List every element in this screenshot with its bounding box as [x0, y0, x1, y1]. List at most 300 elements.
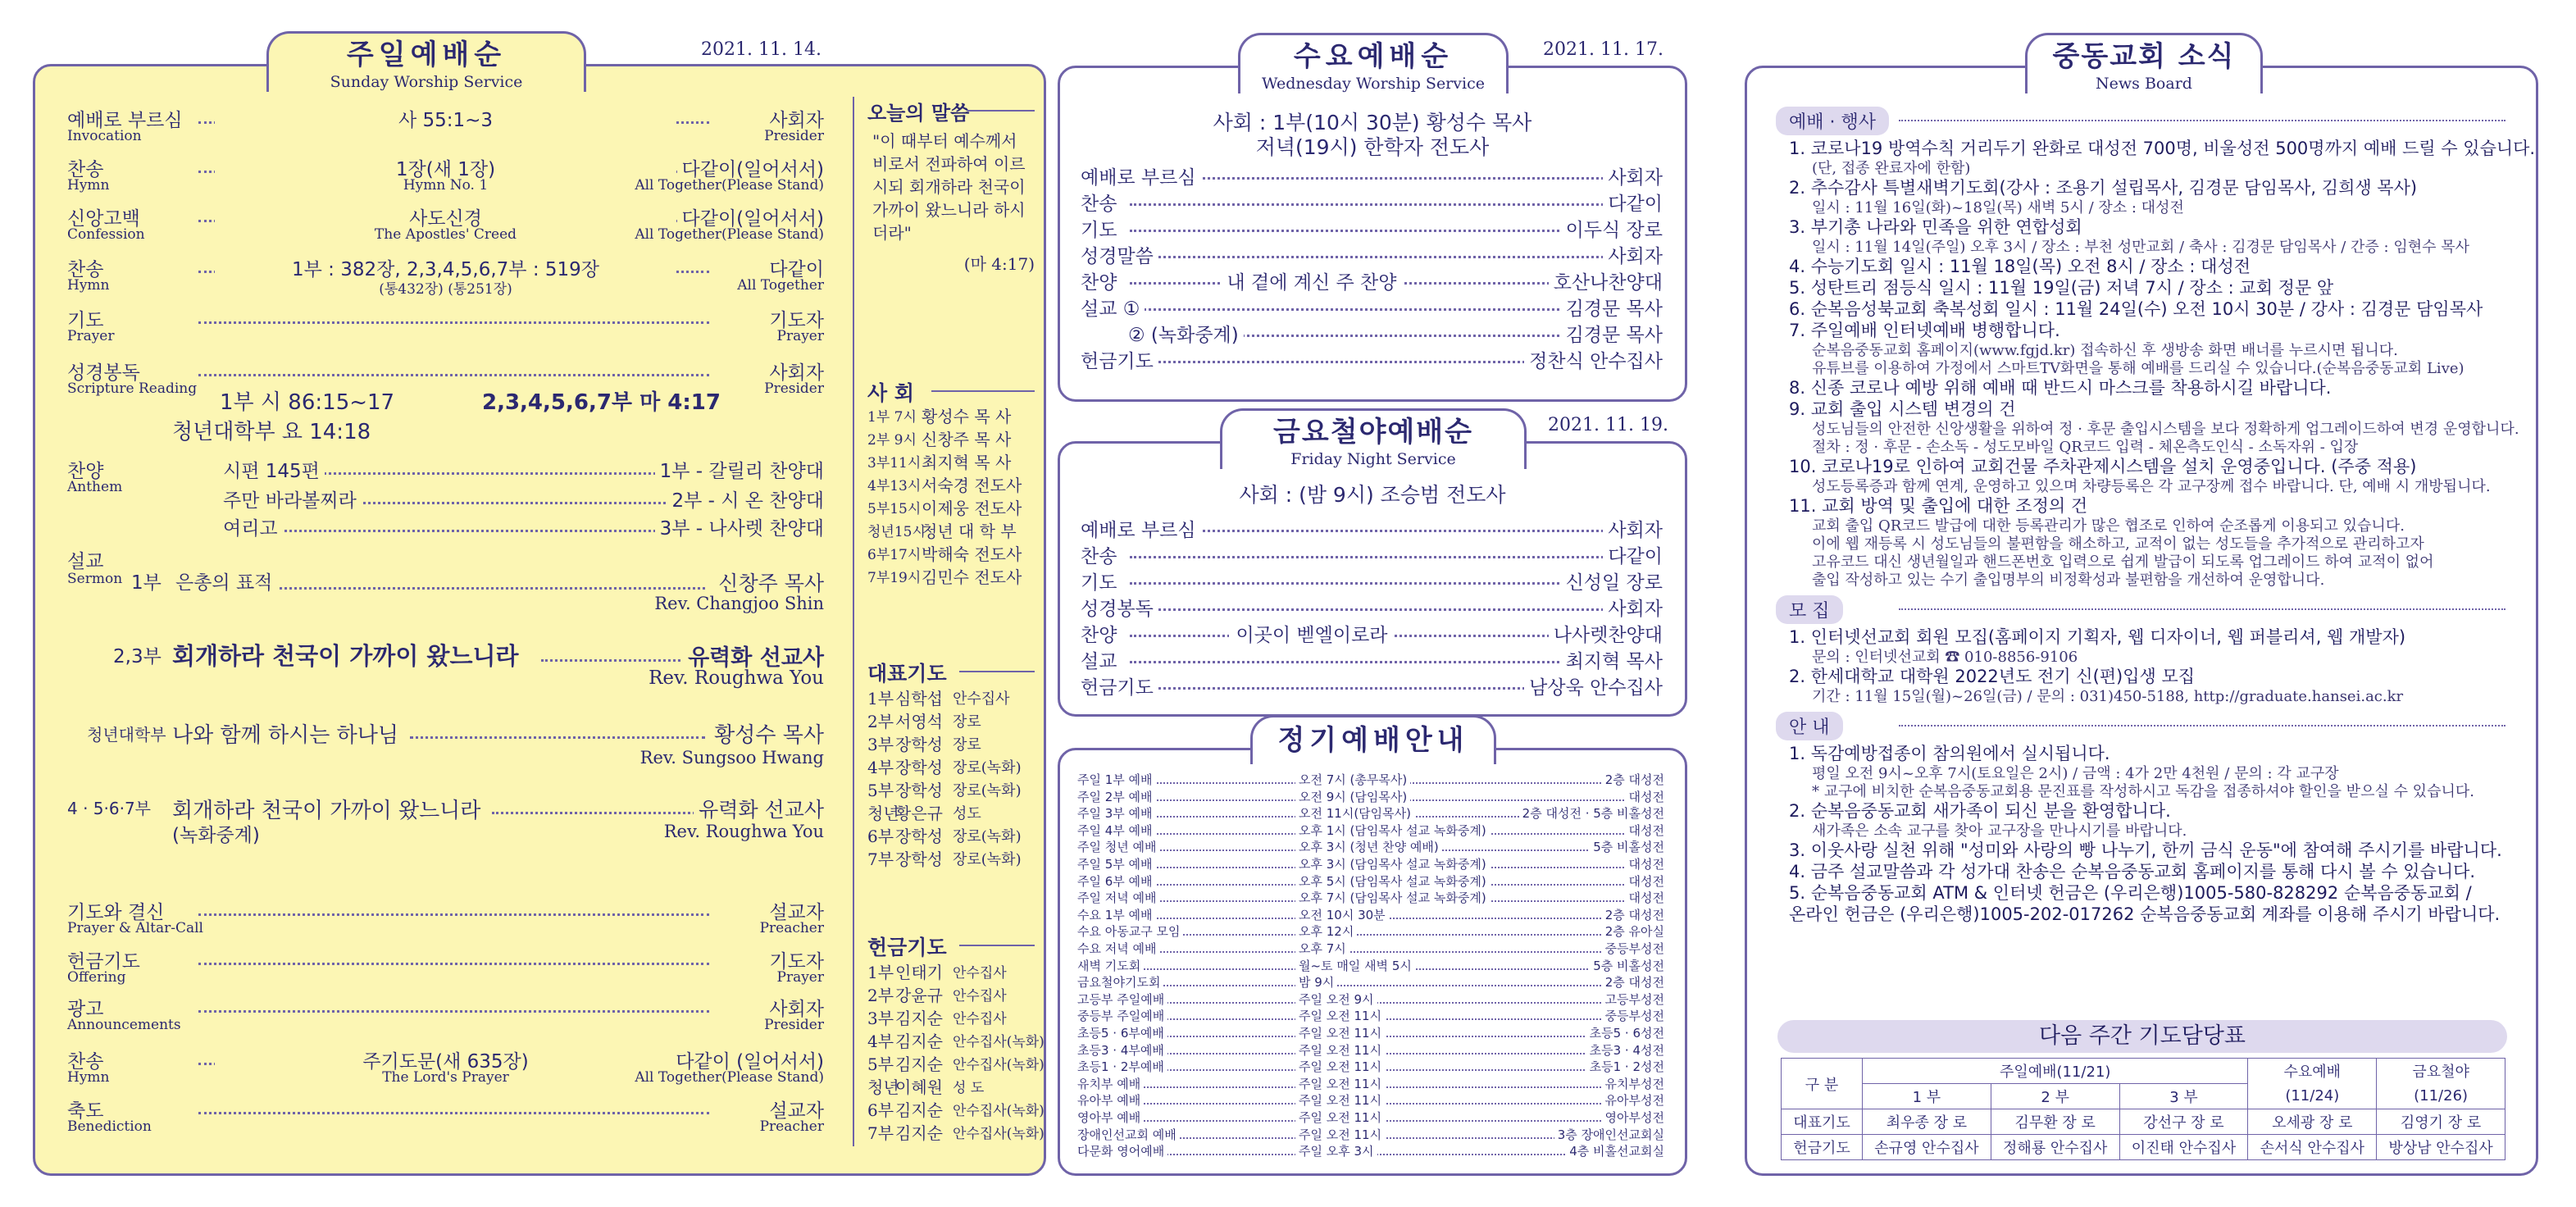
service-label: 성경말씀: [1081, 241, 1158, 268]
prayer-role: 장로(녹화): [953, 851, 1022, 868]
prayer-role: 성도: [953, 805, 981, 822]
schedule-name: 고등부 주일예배: [1077, 991, 1167, 1008]
friday-date: 2021. 11. 19.: [1548, 415, 1668, 435]
schedule-name: 주일 저녁 예배: [1077, 889, 1159, 906]
news-item-detail: 문의 : 인터넷선교회 ☎ 010-8856-9106: [1812, 649, 2078, 666]
schedule-place: 2층 대성전 · 5층 비홀성전: [1519, 804, 1664, 822]
order-item-english: Benediction: [67, 1118, 152, 1135]
order-item-content-english: The Apostles' Creed: [374, 226, 517, 243]
duty-r2-c1: 손규영 안수집사: [1863, 1135, 1991, 1160]
schedule-time: 주일 오전 11시: [1295, 1058, 1385, 1075]
schedule-name: 주일 2부 예배: [1077, 788, 1156, 805]
order-dots: [198, 321, 709, 324]
schedule-name: 중등부 주일예배: [1077, 1007, 1167, 1024]
sermon-label: 설교: [67, 551, 104, 572]
order-dots: [198, 963, 709, 965]
offering-role: 성 도: [953, 1080, 985, 1096]
news-subtitle: News Board: [2096, 75, 2192, 93]
duty-r2-c4: 손서식 안수집사: [2248, 1135, 2377, 1160]
sermon2-dots: [541, 659, 705, 662]
offering-title: 헌금기도: [867, 936, 947, 959]
offering-part: 5부: [867, 1054, 894, 1074]
prayer-name: 장학성: [895, 735, 943, 754]
news-item-headline: 3. 부기총 나라와 민족을 위한 연합성회: [1789, 217, 2082, 237]
offering-name: 김지순: [895, 1123, 943, 1143]
schedule-place: 대성전: [1626, 889, 1664, 906]
news-item-headline: 4. 금주 설교말씀과 각 성가대 찬송은 순복음중동교회 홈페이지를 통해 다시 볼 수 있습니다.: [1789, 862, 2476, 881]
order-item-role: 사회자: [764, 105, 824, 132]
service-role: 김경문 목사: [1561, 294, 1663, 321]
schedule-place: 3층 장애인선교회실: [1554, 1126, 1664, 1143]
todays-word-line: "이 때부터 예수께서: [872, 131, 1017, 151]
schedule-place: 2층 대성전: [1602, 906, 1664, 923]
news-item-headline: 2. 추수감사 특별새벽기도회(강사 : 조용기 설립목사, 김경문 담임목사, 김희생 목사): [1789, 178, 2418, 198]
duty-r2-c2: 정해룡 안수집사: [1991, 1135, 2119, 1160]
schedule-name: 장애인선교회 예배: [1077, 1126, 1180, 1143]
order-item-english: Confession: [67, 226, 145, 243]
schedule-name: 주일 3부 예배: [1077, 804, 1156, 822]
schedule-place: 중등부성전: [1602, 940, 1664, 957]
reading-1: 1부 시 86:15~17: [220, 390, 395, 415]
sermon-part: 1부: [131, 572, 162, 594]
service-dots: [1130, 661, 1613, 663]
service-role: 최지혁 목사: [1561, 646, 1663, 673]
order-item-label: 찬송: [67, 259, 104, 280]
sunday-title-tab: [266, 31, 586, 92]
service-content-wrap: [1148, 267, 1476, 294]
wednesday-title-tab: [1238, 33, 1509, 93]
duty-r1-c5: 김영기 장 로: [2377, 1109, 2505, 1135]
schedule-time: 밤 9시: [1295, 973, 1337, 991]
service-dots: [1130, 608, 1613, 611]
offering-name: 강윤규: [895, 986, 943, 1005]
schedule-place: 5층 비홀성전: [1590, 957, 1664, 974]
schedule-name: 주일 1부 예배: [1077, 771, 1156, 788]
todays-word-line: 더라": [872, 223, 912, 243]
order-item-role-english: All Together(Please Stand): [635, 226, 824, 243]
offering-part: 6부: [867, 1100, 894, 1120]
order-item-content: 사 55:1~3: [215, 105, 676, 132]
schedule-place: 대성전: [1626, 872, 1664, 890]
schedule-place: 2층 유아실: [1602, 922, 1664, 940]
news-section-rule: [1899, 608, 2505, 610]
news-item-headline: 1. 코로나19 방역수칙 거리두기 완화로 대성전 700명, 비울성전 500명까지 예배 드릴 수 있습니다.: [1789, 139, 2536, 158]
schedule-name: 주일 4부 예배: [1077, 822, 1156, 839]
schedule-name: 새벽 기도회: [1077, 957, 1144, 974]
order-item-english: Scripture Reading: [67, 380, 198, 397]
sermon-dots: [246, 587, 705, 590]
duty-r1-c2: 김무환 장 로: [1991, 1109, 2119, 1135]
duty-r2-c3: 이진태 안수집사: [2119, 1135, 2248, 1160]
order-item-content-english: (통432장) (통251장): [379, 281, 512, 298]
sunday-date: 2021. 11. 14.: [701, 39, 821, 60]
news-section-label: 안 내: [1776, 712, 1843, 740]
duty-part-3: 3 부: [2119, 1084, 2248, 1109]
prayer-name: 장학성: [895, 781, 943, 800]
host-time: 5부15시: [867, 501, 922, 517]
service-content-text: 내 곁에 계신 주 찬양: [1221, 272, 1404, 294]
news-item-headline: 온라인 헌금은 (우리은행)1005-202-017262 순복음중동교회 계좌를 이용해 주시기 바랍니다.: [1789, 904, 2501, 924]
service-role: 나사렛찬양대: [1549, 620, 1663, 647]
service-label: 예배로 부르심: [1081, 515, 1201, 542]
prayer-name: 장학성: [895, 849, 943, 869]
order-item-label: 찬송: [67, 159, 104, 180]
prayer-rule: [959, 671, 1035, 672]
offering-role: 안수집사(녹화): [953, 1034, 1045, 1050]
sermon3-preacher-english: Rev. Sungsoo Hwang: [639, 748, 824, 767]
service-dots: [1130, 203, 1613, 206]
news-item-detail: 교회 출입 QR코드 발급에 대한 등록관리가 많은 협조로 인하여 순조롭게 이용되고 있습니다.: [1812, 517, 2405, 535]
sermon4-preacher-english: Rev. Roughwa You: [663, 822, 824, 841]
duty-wed-header: 수요예배: [2248, 1059, 2377, 1084]
service-dots: [1130, 530, 1613, 532]
host-name: 청년 대 학 부: [922, 522, 1017, 541]
schedule-place: 초등5 · 6성전: [1586, 1024, 1664, 1041]
schedule-name: 주일 6부 예배: [1077, 872, 1156, 890]
prayer-name: 장학성: [895, 827, 943, 846]
schedule-name: 유아부 예배: [1077, 1091, 1144, 1109]
duty-part-1: 1 부: [1863, 1084, 1991, 1109]
order-dots: [198, 913, 709, 916]
schedule-name: 수요 아동교구 모임: [1077, 922, 1183, 940]
sunday-subtitle: Sunday Worship Service: [330, 73, 523, 91]
host-name: 이제웅 전도사: [922, 499, 1022, 518]
offering-rule: [959, 945, 1035, 946]
order-item-label: 신앙고백: [67, 208, 140, 230]
sermon4-dots: [492, 812, 705, 814]
order-item-role: 기도자: [764, 946, 824, 973]
offering-role: 안수집사(녹화): [953, 1126, 1045, 1142]
order-item-role: 다같이 (일어서서): [671, 1046, 824, 1073]
order-dots: [198, 374, 709, 376]
order-item-role-english: Presider: [764, 128, 824, 144]
order-item-role: 기도자: [764, 305, 824, 332]
order-item-role-english: Prayer: [776, 328, 824, 344]
service-content-wrap: [1148, 620, 1476, 647]
schedule-time: 오전 9시 (담임목사): [1295, 788, 1410, 805]
order-item-role: 설교자: [764, 1095, 824, 1123]
todays-word-line: 시되 회개하라 천국이: [872, 177, 1026, 197]
todays-word-line: 비로서 전파하여 이르: [872, 154, 1026, 174]
prayer-name: 심학섭: [895, 689, 943, 708]
news-item-detail: 절차 : 정 · 후문 - 손소독 - 성도모바일 QR코드 입력 - 체온측도인식 - 소독자위 - 입장: [1812, 439, 2359, 456]
offering-part: 7부: [867, 1123, 894, 1143]
schedule-place: 5층 비홀성전: [1590, 838, 1664, 855]
schedule-name: 초등1 · 2부예배: [1077, 1058, 1167, 1075]
reading-2: 2,3,4,5,6,7부 마 4:17: [482, 390, 721, 415]
offering-role: 안수집사: [953, 965, 1007, 982]
schedule-place: 대성전: [1626, 855, 1664, 872]
sermon2-part: 2,3부: [113, 646, 162, 667]
host-time: 4부13시: [867, 478, 922, 494]
schedule-time: 주일 오전 11시: [1295, 1091, 1385, 1109]
schedule-place: 유치부성전: [1602, 1075, 1664, 1092]
sermon2-title: 회개하라 천국이 가까이 왔느니라: [172, 638, 524, 672]
order-item-content: 1부 : 382장, 2,3,4,5,6,7부 : 519장: [215, 254, 676, 281]
order-item-role-english: All Together(Please Stand): [635, 1069, 824, 1086]
schedule-name: 수요 1부 예배: [1077, 906, 1156, 923]
order-item-content-english: Hymn No. 1: [403, 177, 489, 194]
service-dots: [1130, 256, 1613, 258]
news-item-headline: 11. 교회 방역 및 출입에 대한 조정의 건: [1789, 496, 2088, 516]
friday-host: 사회 : (밤 9시) 조승범 전도사: [1239, 483, 1506, 507]
prayer-title: 대표기도: [867, 662, 947, 685]
order-item-role-english: Presider: [764, 1017, 824, 1033]
offering-role: 안수집사: [953, 988, 1007, 1004]
schedule-place: 유아부성전: [1602, 1091, 1664, 1109]
order-item-role-english: All Together(Please Stand): [635, 177, 824, 194]
duty-title-bar: [1777, 1020, 2507, 1053]
order-item-content: 사도신경: [215, 203, 676, 230]
order-item-label: 헌금기도: [67, 951, 140, 972]
prayer-part: 청년: [867, 804, 899, 823]
schedule-place: 2층 대성전: [1602, 973, 1664, 991]
order-item-label: 성경봉독: [67, 362, 140, 384]
sermon3-title: 나와 함께 하시는 하나님: [172, 718, 403, 749]
order-item-english: Hymn: [67, 177, 110, 194]
anthem-label: 찬양: [67, 461, 104, 482]
order-item-content: 주기도문(새 635장): [215, 1046, 676, 1073]
news-section-label: 모 집: [1776, 595, 1843, 624]
prayer-name: 황은규: [895, 804, 943, 823]
offering-name: 인태기: [895, 963, 943, 982]
service-role: 호산나찬양대: [1549, 267, 1663, 294]
todays-word-title: 오늘의 말씀: [867, 102, 970, 125]
anthem-song: 여리고: [223, 513, 283, 540]
news-item-headline: 8. 신종 코로나 예방 위해 예배 때 반드시 마스크를 착용하시길 바랍니다.: [1789, 378, 2332, 398]
order-item-label: 찬송: [67, 1051, 104, 1073]
order-item-role: 설교자: [764, 897, 824, 924]
host-time: 7부19시: [867, 570, 922, 586]
news-section-rule: [1899, 120, 2505, 121]
sidebar-divider: [853, 97, 854, 1146]
schedule-place: 중등부성전: [1602, 1007, 1664, 1024]
service-role: 남상욱 안수집사: [1524, 672, 1663, 699]
service-role: 정찬식 안수집사: [1524, 346, 1663, 373]
news-item-headline: 10. 코로나19로 인하여 교회건물 주차관제시스템을 설치 운영중입니다. (주중 적용): [1789, 457, 2417, 476]
sermon-english: Sermon: [67, 571, 123, 587]
host-time: 청년15시: [867, 524, 926, 540]
schedule-time: 오전 10시 30분: [1295, 906, 1389, 923]
duty-r1-c4: 오세광 장 로: [2248, 1109, 2377, 1135]
order-item-role-english: All Together: [737, 277, 824, 294]
news-item-detail: 성도등록증과 함께 연계, 운영하고 있으며 차량등록은 각 교구장께 접수 바랍니다. 단, 예배 시 개방됩니다.: [1812, 478, 2491, 495]
service-role: 사회자: [1603, 515, 1663, 542]
schedule-time: 오전 11시(담임목사): [1295, 804, 1414, 822]
prayer-part: 1부: [867, 689, 894, 708]
todays-word-rule: [967, 110, 1035, 112]
offering-name: 김지순: [895, 1032, 943, 1051]
regular-title-tab: [1250, 715, 1496, 764]
news-item-detail: 순복음중동교회 홈페이지(www.fgjd.kr) 접속하신 후 생방송 화면 배너를 누르시면 됩니다.: [1812, 342, 2398, 359]
offering-part: 청년: [867, 1077, 899, 1097]
duty-title: 다음 주간 기도담당표: [2039, 1023, 2246, 1049]
prayer-part: 2부: [867, 712, 894, 731]
order-dots: [198, 1010, 709, 1013]
news-section-rule: [1899, 725, 2505, 726]
news-item-headline: 3. 이웃사랑 실천 위해 "성미와 사랑의 빵 나누기, 한끼 금식 운동"에 참여해 주시기를 바랍니다.: [1789, 840, 2502, 860]
prayer-part: 4부: [867, 758, 894, 777]
schedule-place: 대성전: [1626, 788, 1664, 805]
order-item-english: Hymn: [67, 277, 110, 294]
order-item-role: 다같이(일어서서): [677, 154, 824, 181]
service-role: 다같이: [1603, 189, 1663, 216]
service-role: 이두식 장로: [1561, 215, 1663, 242]
order-item-role-english: Presider: [764, 380, 824, 397]
reading-3: 청년대학부 요 14:18: [172, 420, 371, 444]
schedule-place: 고등부성전: [1602, 991, 1664, 1008]
order-item-english: Prayer & Altar-Call: [67, 920, 203, 936]
news-section-header: [1776, 712, 2505, 740]
offering-name: 김지순: [895, 1009, 943, 1028]
service-role: 사회자: [1603, 594, 1663, 621]
news-item-headline: 5. 순복음중동교회 ATM & 인터넷 헌금은 (우리은행)1005-580-828292 순복음중동교회 /: [1789, 883, 2472, 903]
news-item-headline: 5. 성탄트리 점등식 일시 : 11월 19일(금) 저녁 7시 / 장소 : 교회 정문 앞: [1789, 278, 2334, 298]
sermon-title: 은총의 표적: [175, 567, 277, 594]
order-item-label: 예배로 부르심: [67, 110, 183, 131]
wednesday-subtitle: Wednesday Worship Service: [1262, 75, 1485, 93]
service-label: ② (녹화중계): [1128, 320, 1244, 347]
order-item-role: 다같이: [764, 254, 824, 281]
sermon-preacher: 신창주 목사: [713, 567, 824, 597]
news-item-detail: 일시 : 11월 16일(화)~18일(목) 새벽 5시 / 장소 : 대성전: [1812, 199, 2184, 216]
order-item-english: Offering: [67, 969, 126, 986]
host-time: 3부11시: [867, 455, 922, 471]
todays-word-line: 가까이 왔느니라 하시: [872, 200, 1026, 220]
prayer-name: 장학성: [895, 758, 943, 777]
schedule-dots: [1082, 985, 1656, 986]
prayer-role: 장로(녹화): [953, 759, 1022, 777]
prayer-role: 장로: [953, 713, 981, 731]
news-item-detail: 고유코드 대신 생년월일과 핸드폰번호 입력으로 쉽게 발급이 되도록 업그레이드 하여 교적이 없어: [1812, 553, 2434, 571]
offering-part: 1부: [867, 963, 894, 982]
prayer-role: 장로(녹화): [953, 828, 1022, 845]
schedule-place: 초등1 · 2성전: [1586, 1058, 1664, 1075]
order-item-content: 1장(새 1장): [215, 154, 676, 181]
order-item-role: 사회자: [764, 358, 824, 385]
friday-title: 금요철야예배순: [1273, 416, 1473, 449]
news-item-headline: 4. 수능기도회 일시 : 11월 18일(목) 오전 8시 / 장소 : 대성전: [1789, 257, 2251, 276]
service-dots: [1130, 308, 1613, 311]
order-item-label: 광고: [67, 999, 104, 1020]
schedule-time: 오후 1시 (담임목사 설교 녹화중계): [1295, 822, 1490, 839]
schedule-place: 영아부성전: [1602, 1109, 1664, 1126]
order-item-english: Prayer: [67, 328, 115, 344]
schedule-time: 주일 오전 11시: [1295, 1109, 1385, 1126]
schedule-time: 오후 12시: [1295, 922, 1357, 940]
sermon-preacher-english: Rev. Changjoo Shin: [654, 594, 824, 613]
schedule-time: 오후 7시: [1295, 940, 1349, 957]
duty-table: [1781, 1058, 2505, 1160]
order-item-role-english: Prayer: [776, 969, 824, 986]
news-item-detail: 유튜브를 이용하여 가정에서 스마트TV화면을 통해 예배를 드리실 수 있습니다.(순복음중동교회 Live): [1812, 360, 2464, 377]
news-item-headline: 9. 교회 출입 시스템 변경의 건: [1789, 399, 2016, 419]
todays-word-ref: (마 4:17): [963, 254, 1035, 274]
service-label: 헌금기도: [1081, 346, 1158, 373]
duty-r1-c1: 최우종 장 로: [1863, 1109, 1991, 1135]
duty-fri-date: (11/26): [2377, 1084, 2505, 1109]
schedule-name: 주일 5부 예배: [1077, 855, 1156, 872]
wednesday-host2: 저녁(19시) 한학자 전도사: [1255, 135, 1490, 159]
order-item-english: Hymn: [67, 1069, 110, 1086]
news-item-detail: 일시 : 11월 14일(주일) 오후 3시 / 장소 : 부천 성만교회 / 축사 : 김경문 담임목사 / 간증 : 임현수 목사: [1812, 239, 2469, 256]
news-item-headline: 2. 한세대학교 대학원 2022년도 전기 신(편)입생 모집: [1789, 667, 2196, 686]
news-item-detail: * 교구에 비치한 순복음중동교회용 문진표를 작성하시고 독감을 접종하셔야 할인을 받으실 수 있습니다.: [1812, 783, 2474, 800]
news-section-label: 예배 · 행사: [1776, 107, 1889, 135]
service-label: 찬송: [1081, 189, 1122, 216]
service-label: 찬양: [1081, 620, 1122, 647]
order-item-role-english: Preacher: [759, 1118, 824, 1135]
anthem-song: 시편 145편: [223, 456, 325, 483]
service-role: 사회자: [1603, 162, 1663, 189]
duty-wed-date: (11/24): [2248, 1084, 2377, 1109]
order-item-english: Invocation: [67, 128, 142, 144]
schedule-place: 4층 비홀선교회실: [1566, 1142, 1664, 1159]
offering-name: 김지순: [895, 1100, 943, 1120]
duty-col-div: 구 분: [1782, 1059, 1863, 1109]
service-label: 예배로 부르심: [1081, 162, 1201, 189]
schedule-time: 주일 오전 9시: [1295, 991, 1377, 1008]
schedule-time: 월~토 매일 새벽 5시: [1295, 957, 1415, 974]
duty-r1-label: 대표기도: [1782, 1109, 1863, 1135]
news-item-detail: 성도님들의 안전한 신앙생활을 위하여 정 · 후문 출입시스템을 보다 정확하게 업그레이드하여 변경 운영합니다.: [1812, 421, 2519, 438]
service-label: 설교: [1081, 646, 1122, 673]
news-item-detail: 평일 오전 9시~오후 7시(토요일은 2시) / 금액 : 4가 2만 4천원 / 문의 : 각 교구장: [1812, 765, 2339, 782]
offering-name: 김지순: [895, 1054, 943, 1074]
news-title: 중동교회 소식: [2052, 40, 2236, 73]
prayer-name: 서영석: [895, 712, 943, 731]
offering-part: 2부: [867, 986, 894, 1005]
news-item-detail: 출입 작성하고 있는 수기 출입명부의 비정확성과 불편함을 개선하여 운영합니다.: [1812, 572, 2325, 589]
schedule-time: 오후 7시 (담임목사 설교 녹화중계): [1295, 889, 1490, 906]
news-item-headline: 2. 순복음중동교회 새가족이 되신 분을 환영합니다.: [1789, 801, 2171, 821]
host-time: 1부 7시: [867, 409, 917, 426]
anthem-song: 주만 바라볼찌라: [223, 485, 362, 512]
regular-title: 정기예배안내: [1277, 724, 1469, 757]
schedule-name: 수요 저녁 예배: [1077, 940, 1159, 957]
schedule-dots: [1082, 951, 1656, 953]
schedule-time: 오후 3시 (담임목사 설교 녹화중계): [1295, 855, 1490, 872]
duty-fri-header: 금요철야: [2377, 1059, 2505, 1084]
schedule-name: 초등3 · 4부예배: [1077, 1041, 1167, 1059]
service-label: 기도: [1081, 567, 1122, 594]
order-item-role: 다같이(일어서서): [677, 203, 824, 230]
sermon2-preacher: 유력화 선교사: [683, 640, 824, 672]
duty-r2-label: 헌금기도: [1782, 1135, 1863, 1160]
service-label: 찬양: [1081, 267, 1122, 294]
wednesday-host1: 사회 : 1부(10시 30분) 황성수 목사: [1213, 111, 1532, 134]
prayer-role: 안수집사: [953, 690, 1010, 708]
order-item-label: 기도: [67, 310, 104, 331]
news-section-header: [1776, 107, 2505, 135]
host-name: 박해숙 전도사: [922, 544, 1022, 564]
service-label: 설교 ①: [1081, 294, 1145, 321]
schedule-time: 오후 5시 (담임목사 설교 녹화중계): [1295, 872, 1490, 890]
news-title-tab: [2025, 33, 2263, 93]
prayer-part: 3부: [867, 735, 894, 754]
service-dots: [1130, 230, 1613, 232]
friday-subtitle: Friday Night Service: [1290, 450, 1456, 468]
sermon3-preacher: 황성수 목사: [709, 718, 824, 749]
offering-name: 이혜원: [895, 1077, 943, 1097]
schedule-name: 유치부 예배: [1077, 1075, 1144, 1092]
schedule-place: 초등3 · 4성전: [1586, 1041, 1664, 1059]
host-time: 2부 9시: [867, 432, 917, 449]
schedule-time: 주일 오전 11시: [1295, 1007, 1385, 1024]
schedule-name: 주일 청년 예배: [1077, 838, 1159, 855]
host-name: 황성수 목 사: [922, 407, 1012, 426]
offering-role: 안수집사(녹화): [953, 1057, 1045, 1073]
